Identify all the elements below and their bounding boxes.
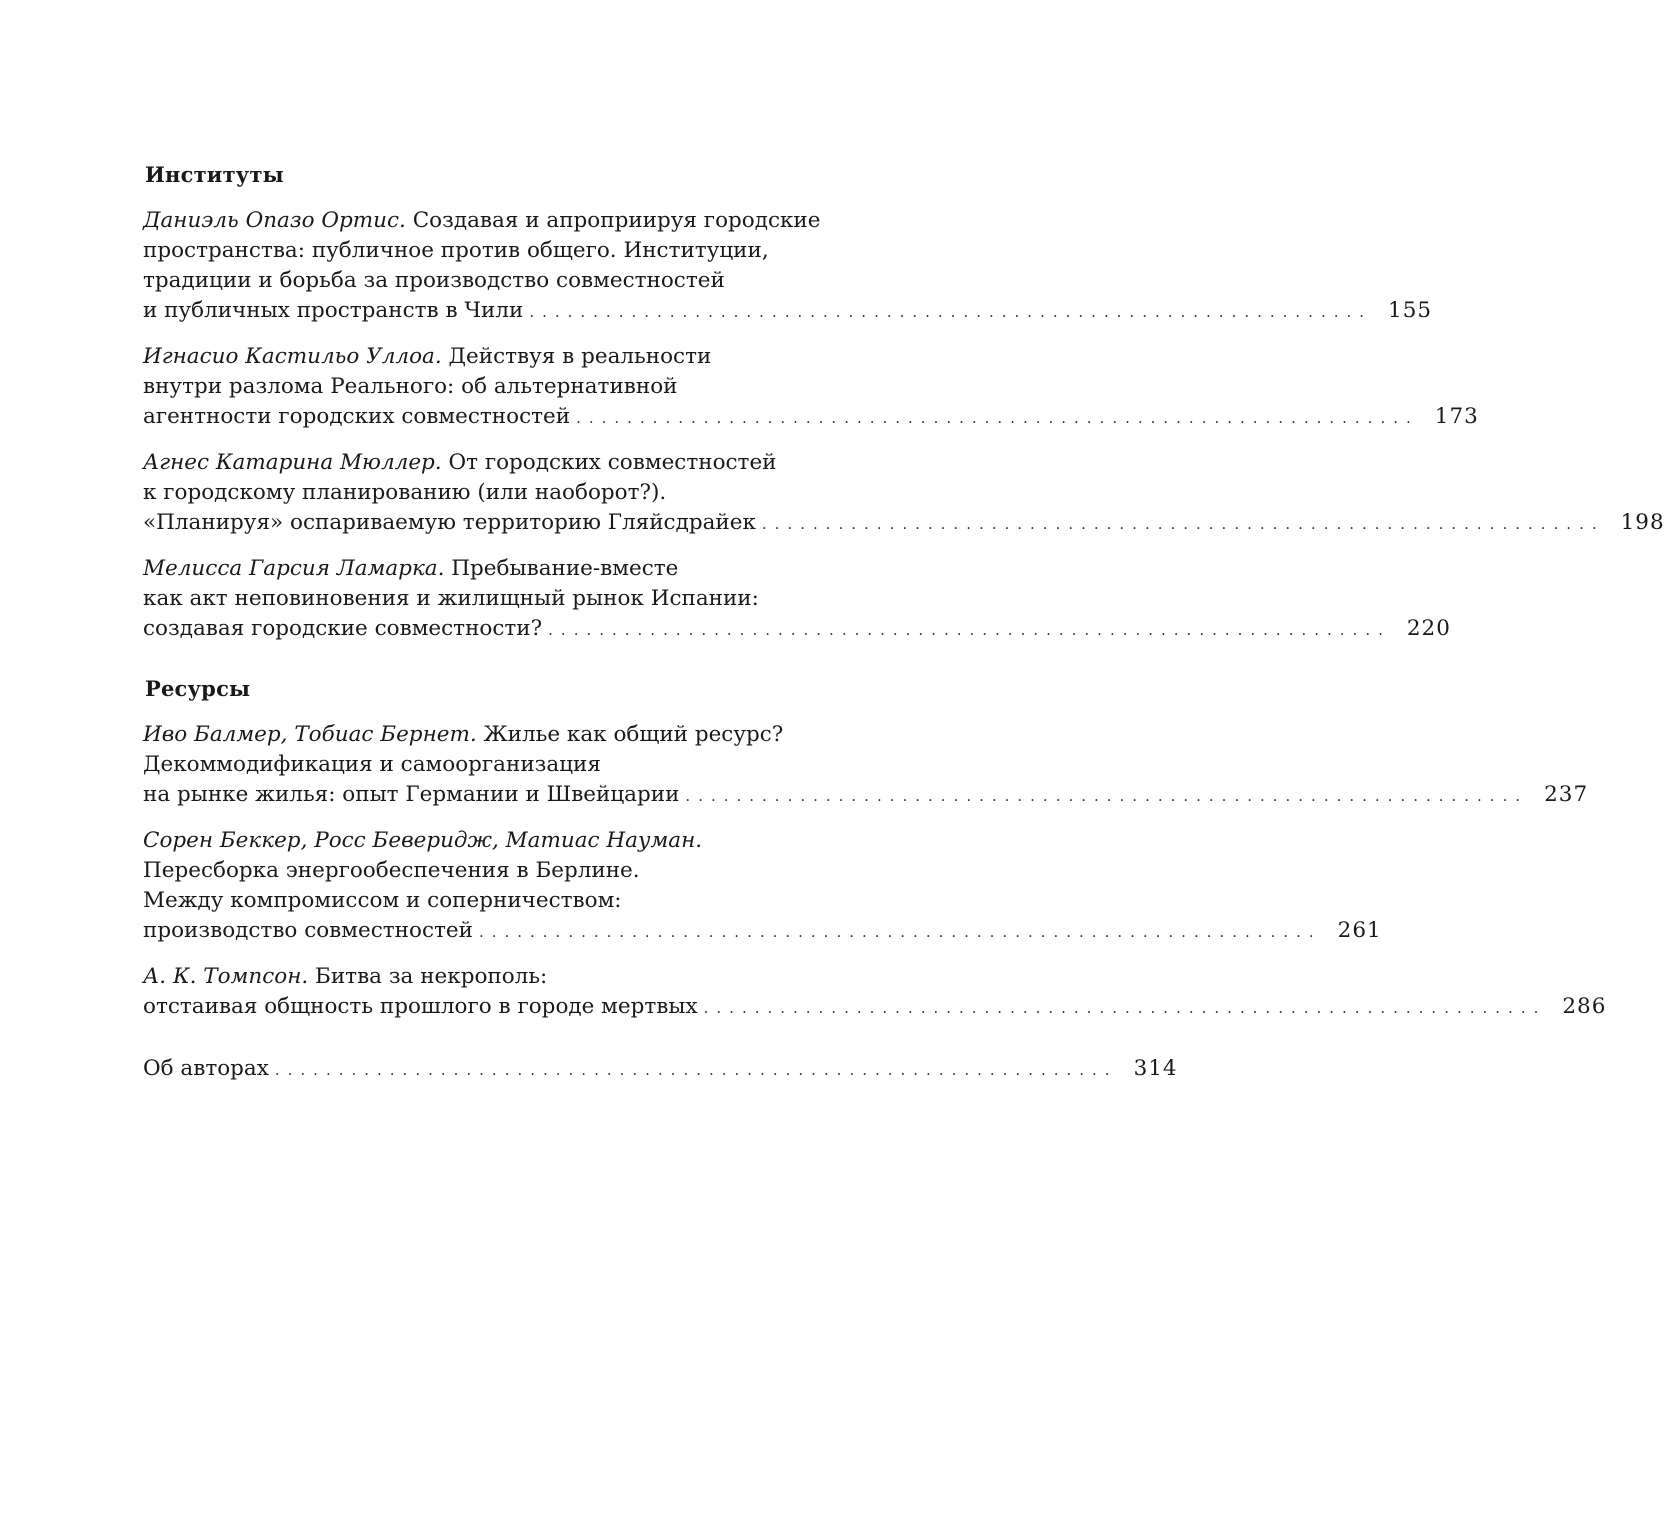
toc-entry-lamarca[interactable]	[143, 554, 1451, 644]
dot-leader: ..................................................................	[761, 515, 1605, 533]
toc-entry-thompson[interactable]	[143, 962, 1607, 1022]
section-title-institutions: Институты	[145, 162, 284, 187]
toc-entry-becker[interactable]	[143, 826, 1382, 946]
entry-title-line: отстаивая общность прошлого в городе мертвых	[143, 994, 698, 1019]
entry-title-line: как акт неповиновения и жилищный рынок Испании:	[143, 586, 759, 611]
entry-title-line: Между компромиссом и соперничеством:	[143, 888, 622, 913]
page-number: 155	[1388, 298, 1433, 323]
page-number: 198	[1620, 510, 1665, 535]
entry-author: А. К. Томпсон.	[143, 964, 309, 989]
entry-title-line: к городскому планированию (или наоборот?).	[143, 480, 667, 505]
dot-leader: ..................................................................	[529, 303, 1373, 321]
entry-title-line: и публичных пространств в Чили	[143, 298, 524, 323]
toc-entry-muller[interactable]	[143, 448, 1665, 538]
entry-author: Игнасио Кастильо Уллоа.	[143, 344, 442, 369]
entry-title-line: на рынке жилья: опыт Германии и Швейцарии	[143, 782, 680, 807]
page-number: 286	[1562, 994, 1607, 1019]
entry-title-line: Декоммодификация и самоорганизация	[143, 752, 601, 777]
entry-author: Мелисса Гарсия Ламарка.	[143, 556, 445, 581]
entry-title-line: От городских совместностей	[448, 450, 777, 475]
dot-leader: ..................................................................	[478, 923, 1322, 941]
entry-author: Иво Балмер, Тобиас Бернет.	[143, 722, 477, 747]
dot-leader: ..................................................................	[548, 621, 1391, 639]
entry-title-line: агентности городских совместностей	[143, 404, 571, 429]
entry-author: Даниэль Опазо Ортис.	[143, 208, 406, 233]
entry-title-line: Действуя в реальности	[448, 344, 712, 369]
dot-leader: ..................................................................	[703, 999, 1547, 1017]
page-number: 173	[1434, 404, 1479, 429]
entry-title-line: «Планируя» оспариваемую территорию Гляйсдрайек	[143, 510, 756, 535]
entry-title-line: Пересборка энергообеспечения в Берлине.	[143, 858, 640, 883]
toc-entry-balmer[interactable]	[143, 720, 1589, 810]
entry-title-line: внутри разлома Реального: об альтернативной	[143, 374, 678, 399]
about-authors-label: Об авторах	[143, 1056, 269, 1081]
entry-title-line: Создавая и апроприируя городские	[412, 208, 821, 233]
entry-title-line: Пребывание-вместе	[451, 556, 679, 581]
toc-entry-castillo[interactable]	[143, 342, 1479, 432]
entry-title-line: создавая городские совместности?	[143, 616, 543, 641]
section-title-resources: Ресурсы	[145, 676, 251, 701]
page-number: 220	[1406, 616, 1451, 641]
entry-title-line: Жилье как общий ресурс?	[483, 722, 784, 747]
dot-leader: ..................................................................	[685, 787, 1529, 805]
entry-title-line: производство совместностей	[143, 918, 473, 943]
entry-author: Агнес Катарина Мюллер.	[143, 450, 442, 475]
dot-leader: ..................................................................	[576, 409, 1419, 427]
entry-title-line: пространства: публичное против общего. Институции,	[143, 238, 769, 263]
page-number: 261	[1337, 918, 1382, 943]
entry-title-line: Битва за некрополь:	[315, 964, 548, 989]
dot-leader: ..................................................................	[274, 1061, 1118, 1079]
toc-entry-about-authors[interactable]	[143, 1054, 1178, 1084]
entry-title-line: традиции и борьба за производство совместностей	[143, 268, 725, 293]
entry-author: Сорен Беккер, Росс Беверидж, Матиас Науман.	[143, 828, 703, 853]
page-number: 237	[1544, 782, 1589, 807]
page-number: 314	[1133, 1056, 1178, 1081]
toc-entry-opazo[interactable]	[143, 206, 1433, 326]
